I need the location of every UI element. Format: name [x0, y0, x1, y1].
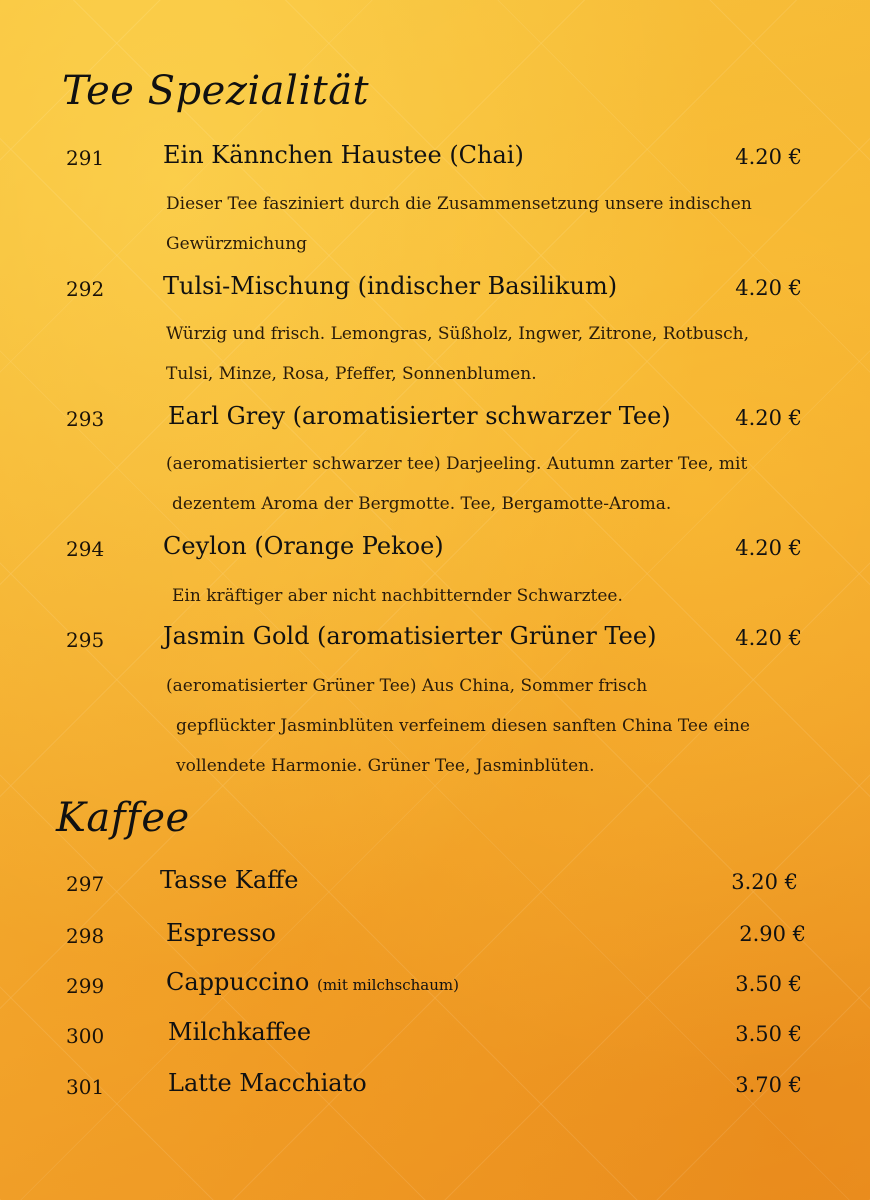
item-description	[166, 666, 806, 786]
description-line: Ein kräftiger aber nicht nachbitternder Schwarztee.	[172, 586, 623, 606]
coffee-section-title: Kaffee	[56, 795, 190, 841]
description-line: Dieser Tee fasziniert durch die Zusammensetzung unsere indischen	[166, 194, 752, 214]
item-number: 297	[66, 872, 105, 896]
item-number: 293	[66, 407, 105, 431]
item-price: 3.50 €	[735, 972, 802, 996]
item-description	[166, 184, 806, 264]
item-name: Tasse Kaffe	[160, 866, 299, 894]
item-description	[166, 444, 806, 524]
item-price: 4.20 €	[735, 276, 802, 300]
item-note: (mit milchschaum)	[316, 976, 459, 994]
item-description	[172, 576, 812, 616]
description-line: (aeromatisierter Grüner Tee) Aus China, Sommer frisch	[166, 676, 648, 696]
item-price: 3.50 €	[735, 1022, 802, 1046]
description-line: Tulsi, Minze, Rosa, Pfeffer, Sonnenblumen.	[166, 364, 537, 384]
item-price: 4.20 €	[735, 626, 802, 650]
item-number: 295	[66, 628, 105, 652]
description-line: Würzig und frisch. Lemongras, Süßholz, Ingwer, Zitrone, Rotbusch,	[166, 324, 750, 344]
item-number: 292	[66, 277, 105, 301]
item-description	[166, 314, 806, 394]
item-name	[166, 968, 459, 996]
item-name: Earl Grey (aromatisierter schwarzer Tee)	[168, 402, 671, 430]
item-price: 3.70 €	[735, 1073, 802, 1097]
description-line: Gewürzmichung	[166, 234, 308, 254]
item-name: Ceylon (Orange Pekoe)	[163, 532, 444, 560]
item-number: 294	[66, 537, 105, 561]
tea-section-title: Tee Spezialität	[62, 68, 370, 114]
item-name: Milchkaffee	[168, 1018, 312, 1046]
item-number: 301	[66, 1075, 105, 1099]
item-number: 300	[66, 1024, 105, 1048]
item-name: Jasmin Gold (aromatisierter Grüner Tee)	[163, 622, 657, 650]
item-price: 4.20 €	[735, 536, 802, 560]
description-line: vollendete Harmonie. Grüner Tee, Jasminblüten.	[176, 756, 595, 776]
item-name: Latte Macchiato	[168, 1069, 367, 1097]
item-price: 2.90 €	[739, 922, 806, 946]
item-price: 3.20 €	[731, 870, 798, 894]
item-price: 4.20 €	[735, 145, 802, 169]
item-name-text: Cappuccino	[166, 968, 310, 996]
description-line: (aeromatisierter schwarzer tee) Darjeeling. Autumn zarter Tee, mit	[166, 454, 748, 474]
item-number: 298	[66, 924, 105, 948]
description-line: dezentem Aroma der Bergmotte. Tee, Bergamotte-Aroma.	[172, 494, 672, 514]
item-number: 291	[66, 146, 105, 170]
item-name: Ein Kännchen Haustee (Chai)	[163, 141, 524, 169]
description-line: gepflückter Jasminblüten verfeinem diesen sanften China Tee eine	[176, 716, 750, 736]
item-name: Espresso	[166, 919, 276, 947]
item-name: Tulsi-Mischung (indischer Basilikum)	[163, 272, 618, 300]
item-price: 4.20 €	[735, 406, 802, 430]
item-number: 299	[66, 974, 105, 998]
